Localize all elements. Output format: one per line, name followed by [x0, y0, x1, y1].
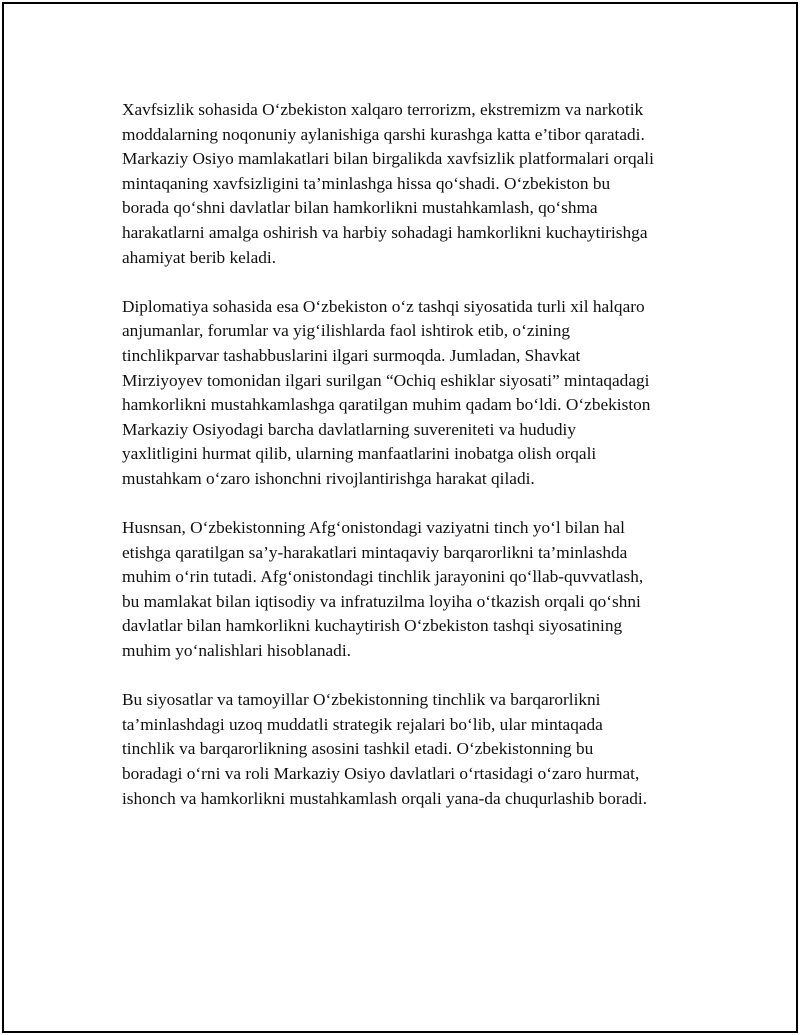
text-line: tinchlik va barqarorlikning asosini tashkil etadi. O‘zbekistonning bu — [122, 739, 594, 759]
page-border — [2, 2, 798, 1033]
text-line: moddalarning noqonuniy aylanishiga qarshi kurashga katta e’tibor qaratadi. — [122, 124, 645, 144]
paragraph-diplomacy — [122, 295, 694, 492]
text-line: Markaziy Osiyodagi barcha davlatlarning suvereniteti va hududiy — [122, 419, 576, 439]
paragraph-security — [122, 98, 694, 270]
text-line: Bu siyosatlar va tamoyillar O‘zbekistonning tinchlik va barqarorlikni — [122, 690, 601, 710]
text-line: mustahkam o‘zaro ishonchni rivojlantirishga harakat qiladi. — [122, 468, 535, 488]
text-line: bu mamlakat bilan iqtisodiy va infratuzilma loyiha o‘tkazish orqali qo‘shni — [122, 591, 641, 611]
text-line: anjumanlar, forumlar va yig‘ilishlarda faol ishtirok etib, o‘zining — [122, 321, 571, 341]
text-line: hamkorlikni mustahkamlashga qaratilgan muhim qadam bo‘ldi. O‘zbekiston — [122, 395, 651, 415]
text-line: harakatlarni amalga oshirish va harbiy sohadagi hamkorlikni kuchaytirishga — [122, 222, 648, 242]
text-line: Mirziyoyev tomonidan ilgari surilgan “Ochiq eshiklar siyosati” mintaqadagi — [122, 370, 650, 390]
text-line: Husnsan, O‘zbekistonning Afg‘onistondagi vaziyatni tinch yo‘l bilan hal — [122, 518, 625, 538]
text-line: Markaziy Osiyo mamlakatlari bilan birgalikda xavfsizlik platformalari orqali — [122, 149, 654, 169]
text-line: muhim yo‘nalishlari hisoblanadi. — [122, 641, 351, 661]
text-line: mintaqaning xavfsizligini ta’minlashga hissa qo‘shadi. O‘zbekiston bu — [122, 173, 611, 193]
text-line: boradagi o‘rni va roli Markaziy Osiyo davlatlari o‘rtasidagi o‘zaro hurmat, — [122, 764, 640, 784]
document-body — [122, 98, 694, 836]
text-line: muhim o‘rin tutadi. Afg‘onistondagi tinchlik jarayonini qo‘llab-quvvatlash, — [122, 567, 644, 587]
text-line: ishonch va hamkorlikni mustahkamlash orqali yana-da chuqurlashib boradi. — [122, 788, 648, 808]
text-line: Xavfsizlik sohasida O‘zbekiston xalqaro terrorizm, ekstremizm va narkotik — [122, 100, 644, 119]
text-line: davlatlar bilan hamkorlikni kuchaytirish O‘zbekiston tashqi siyosatining — [122, 616, 623, 636]
text-line: ta’minlashdagi uzoq muddatli strategik rejalari bo‘lib, ular mintaqada — [122, 714, 603, 734]
paragraph-conclusion — [122, 688, 694, 811]
text-line: tinchlikparvar tashabbuslarini ilgari surmoqda. Jumladan, Shavkat — [122, 345, 581, 365]
paragraph-afghanistan — [122, 516, 694, 664]
text-line: Diplomatiya sohasida esa O‘zbekiston o‘z tashqi siyosatida turli xil halqaro — [122, 296, 645, 316]
text-line: yaxlitligini hurmat qilib, ularning manfaatlarini inobatga olish orqali — [122, 444, 597, 464]
text-line: ahamiyat berib keladi. — [122, 247, 277, 267]
text-line: borada qo‘shni davlatlar bilan hamkorlikni mustahkamlash, qo‘shma — [122, 198, 598, 218]
text-line: etishga qaratilgan sa’y-harakatlari mintaqaviy barqarorlikni ta’minlashda — [122, 542, 628, 562]
